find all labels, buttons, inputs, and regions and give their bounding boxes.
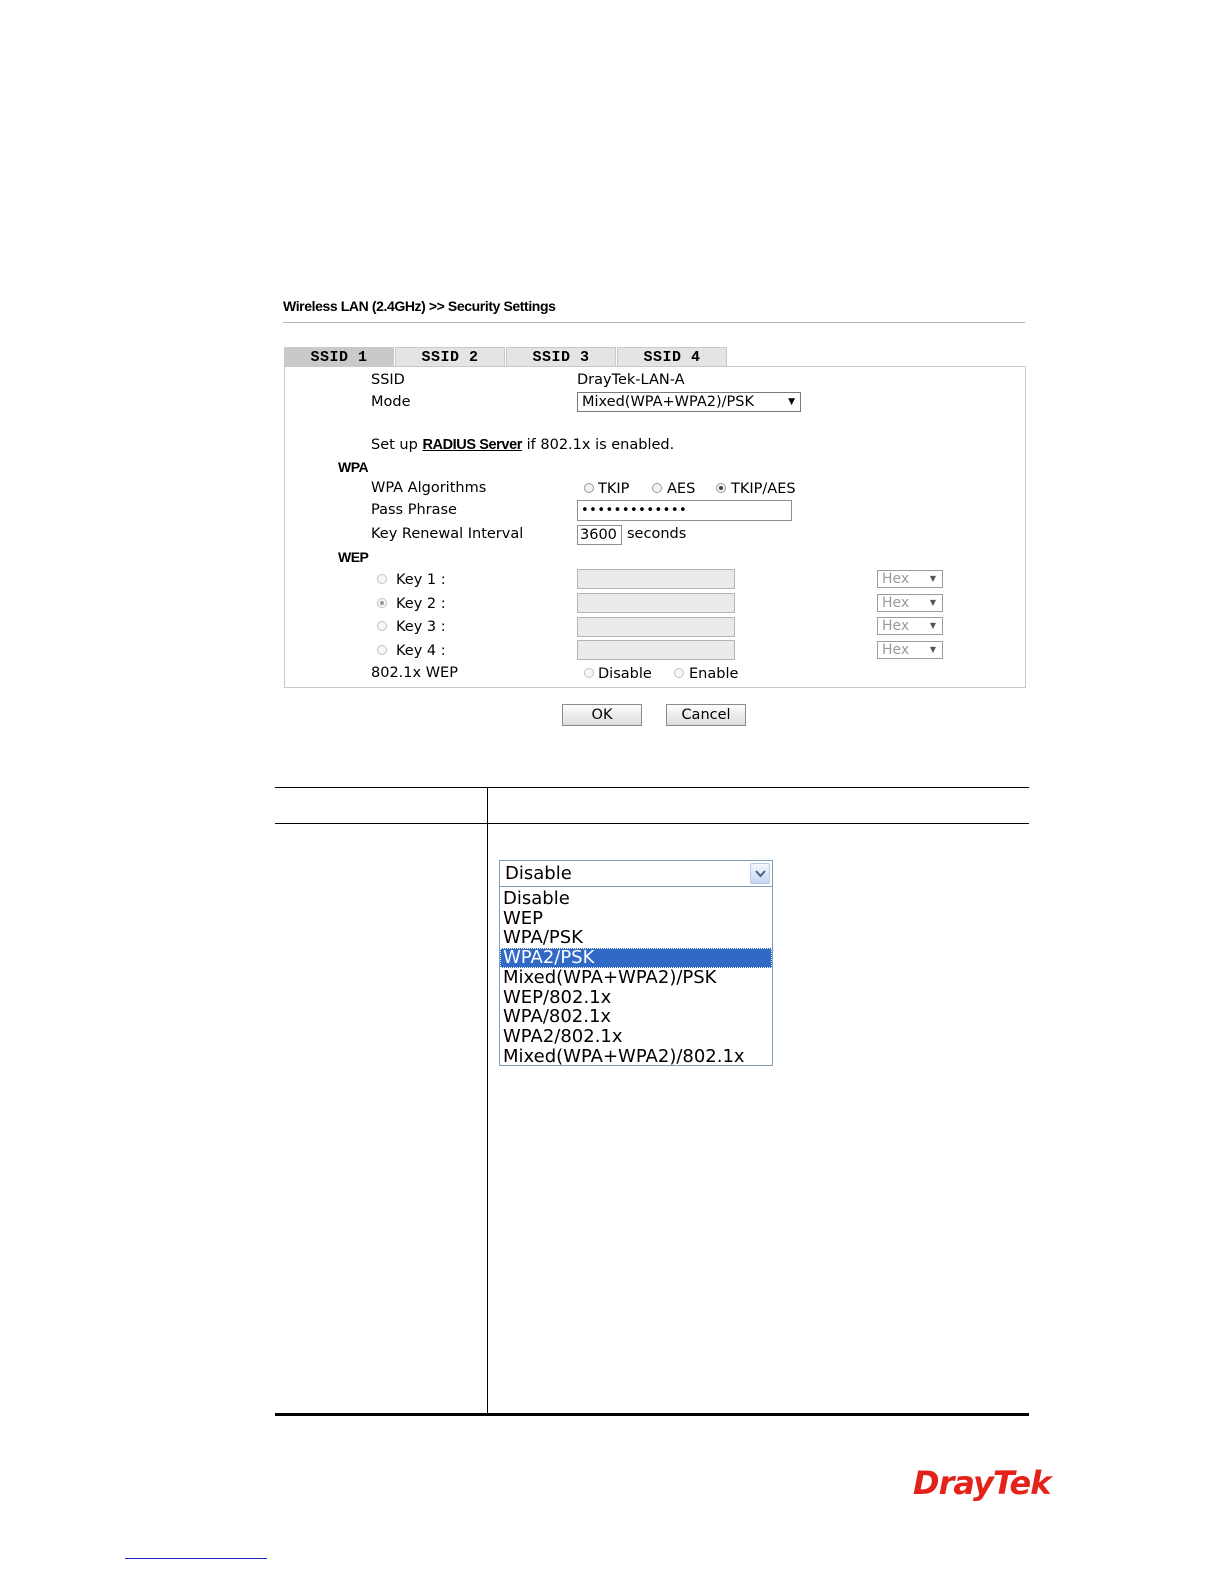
mode-option-wpa-psk[interactable]: WPA/PSK xyxy=(503,927,583,949)
radio-aes[interactable] xyxy=(652,483,662,493)
key-4-input[interactable] xyxy=(577,640,735,660)
radio-tkip-aes-label: TKIP/AES xyxy=(731,481,796,497)
key-4-label: Key 4 : xyxy=(396,643,446,659)
mode-option-disable[interactable]: Disable xyxy=(503,888,570,909)
radio-key-2[interactable] xyxy=(377,598,387,608)
key-1-label: Key 1 : xyxy=(396,572,446,588)
key-1-format-select[interactable] xyxy=(877,570,943,588)
radio-wep-8021x-enable[interactable] xyxy=(674,668,684,678)
mode-option-mixed-psk[interactable]: Mixed(WPA+WPA2)/PSK xyxy=(503,966,717,988)
radius-note-prefix: Set up xyxy=(371,437,423,453)
key-3-format-value: Hex xyxy=(882,618,910,634)
pass-phrase-input[interactable]: ••••••••••••• xyxy=(577,500,792,521)
chevron-down-icon: ▼ xyxy=(788,397,795,407)
mode-select[interactable] xyxy=(577,392,801,412)
key-1-input[interactable] xyxy=(577,569,735,589)
tab-ssid-4[interactable]: SSID 4 xyxy=(617,347,727,367)
key-4-format-value: Hex xyxy=(882,642,910,658)
radio-key-3[interactable] xyxy=(377,621,387,631)
key-3-format-select[interactable] xyxy=(877,617,943,635)
wep-8021x-label: 802.1x WEP xyxy=(371,665,458,681)
wpa-algorithms-label: WPA Algorithms xyxy=(371,480,487,496)
key-renewal-input[interactable]: 3600 xyxy=(577,525,622,545)
mode-option-wpa-8021x[interactable]: WPA/802.1x xyxy=(503,1006,612,1028)
radio-tkip[interactable] xyxy=(584,483,594,493)
radio-tkip-aes[interactable] xyxy=(716,483,726,493)
mode-option-mixed-8021x[interactable]: Mixed(WPA+WPA2)/802.1x xyxy=(503,1045,745,1067)
cancel-button[interactable]: Cancel xyxy=(666,704,746,726)
key-3-label: Key 3 : xyxy=(396,619,446,635)
chevron-down-icon: ▼ xyxy=(929,574,936,583)
key-2-input[interactable] xyxy=(577,593,735,613)
table-header-rule xyxy=(275,823,1029,824)
footer-link-underline[interactable] xyxy=(125,1558,267,1559)
wpa-section-heading: WPA xyxy=(338,459,369,475)
pass-phrase-label: Pass Phrase xyxy=(371,502,457,518)
tab-ssid-1[interactable]: SSID 1 xyxy=(284,347,394,367)
tab-ssid-2[interactable]: SSID 2 xyxy=(395,347,505,367)
key-2-label: Key 2 : xyxy=(396,596,446,612)
radio-key-1[interactable] xyxy=(377,574,387,584)
key-2-format-select[interactable] xyxy=(877,594,943,612)
ssid-label: SSID xyxy=(371,372,405,388)
mode-option-wep-8021x[interactable]: WEP/802.1x xyxy=(503,986,612,1008)
key-1-format-value: Hex xyxy=(882,571,910,587)
ssid-value: DrayTek-LAN-A xyxy=(577,372,685,388)
chevron-down-icon: ▼ xyxy=(929,621,936,630)
chevron-down-icon: ▼ xyxy=(929,598,936,607)
radius-server-link[interactable]: RADIUS Server xyxy=(422,437,523,453)
mode-option-wpa2-psk[interactable]: WPA2/PSK xyxy=(500,948,772,968)
wep-8021x-disable-label: Disable xyxy=(598,666,652,682)
page-title: Wireless LAN (2.4GHz) >> Security Settings xyxy=(283,298,556,314)
radio-tkip-label: TKIP xyxy=(598,481,630,497)
key-renewal-label: Key Renewal Interval xyxy=(371,526,524,542)
mode-dropdown-value: Disable xyxy=(505,863,572,884)
chevron-down-icon xyxy=(755,870,766,878)
mode-option-wep[interactable]: WEP xyxy=(503,907,544,929)
radius-note-suffix: if 802.1x is enabled. xyxy=(522,437,675,453)
key-2-format-value: Hex xyxy=(882,595,910,611)
key-3-input[interactable] xyxy=(577,617,735,637)
radio-aes-label: AES xyxy=(667,481,696,497)
dropdown-button[interactable] xyxy=(750,863,770,884)
radio-key-4[interactable] xyxy=(377,645,387,655)
radio-wep-8021x-disable[interactable] xyxy=(584,668,594,678)
table-top-rule xyxy=(275,787,1029,788)
key-4-format-select[interactable] xyxy=(877,641,943,659)
tab-ssid-3[interactable]: SSID 3 xyxy=(506,347,616,367)
wep-section-heading: WEP xyxy=(338,549,369,565)
draytek-logo: DrayTek xyxy=(913,1464,1051,1502)
mode-select-value: Mixed(WPA+WPA2)/PSK xyxy=(582,394,754,410)
wep-8021x-enable-label: Enable xyxy=(689,666,739,682)
key-renewal-unit: seconds xyxy=(627,526,687,542)
radius-note xyxy=(371,436,674,454)
chevron-down-icon: ▼ xyxy=(929,645,936,654)
ok-button[interactable]: OK xyxy=(562,704,642,726)
mode-option-wpa2-8021x[interactable]: WPA2/802.1x xyxy=(503,1025,623,1047)
mode-dropdown[interactable] xyxy=(499,860,773,887)
table-column-divider xyxy=(487,787,488,1414)
table-bottom-rule xyxy=(275,1413,1029,1416)
title-divider xyxy=(283,322,1025,323)
mode-label: Mode xyxy=(371,394,411,410)
